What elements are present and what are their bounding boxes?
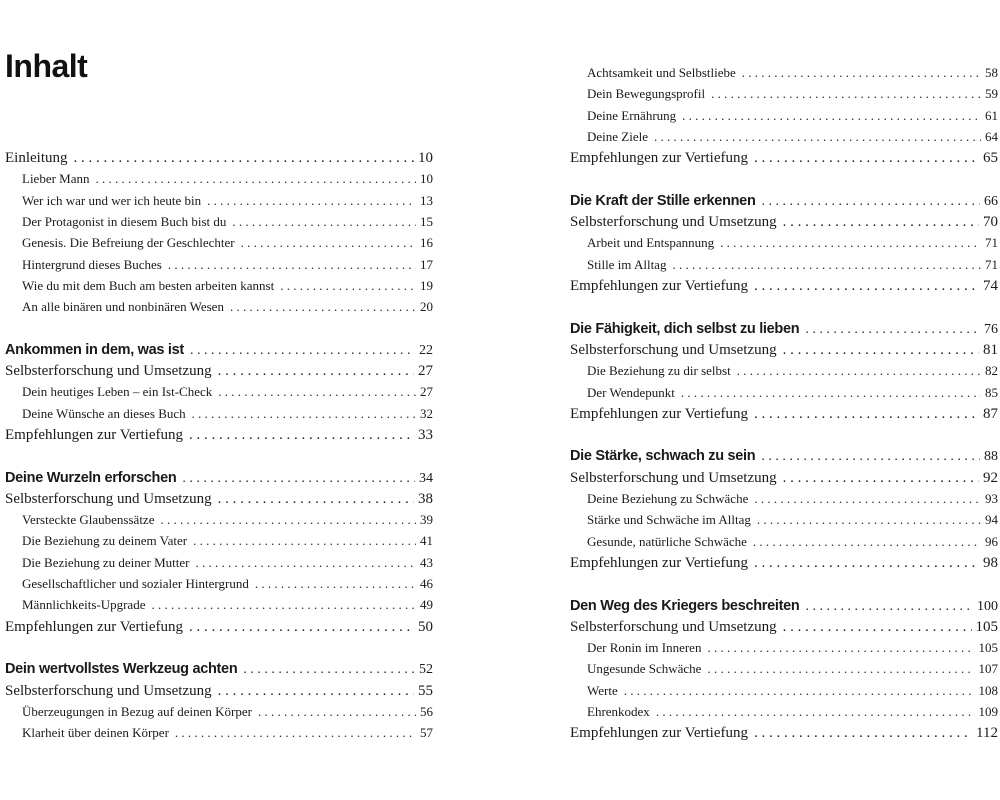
dot-leader: [243, 662, 415, 678]
toc-entry-page-number: 39: [420, 512, 433, 528]
toc-entry-page-number: 61: [985, 107, 998, 123]
dot-leader: [783, 470, 979, 487]
toc-entry-sub: [5, 512, 433, 532]
toc-entry-page-number: 43: [420, 554, 433, 570]
dot-leader: [805, 322, 980, 338]
toc-entry-page-number: 85: [985, 384, 998, 400]
dot-leader: [74, 150, 415, 167]
toc-entry-label: Selbsterforschung und Umsetzung: [5, 490, 212, 507]
toc-entry-page-number: 92: [983, 469, 998, 486]
toc-entry-sub: [5, 214, 433, 234]
toc-entry-label: Empfehlungen zur Vertiefung: [570, 150, 749, 167]
toc-entry-chapter: [570, 193, 998, 213]
toc-entry-section: [570, 470, 998, 490]
toc-entry-sub: [5, 597, 433, 617]
dot-leader: [196, 555, 417, 571]
dot-leader: [754, 725, 972, 742]
dot-leader: [193, 533, 416, 549]
dot-leader: [218, 363, 414, 380]
dot-leader: [757, 512, 981, 528]
toc-entry-page-number: 17: [420, 256, 433, 272]
toc-entry-label: Ungesunde Schwäche: [587, 661, 702, 677]
dot-leader: [754, 406, 979, 423]
toc-entry-label: Stärke und Schwäche im Alltag: [587, 512, 751, 528]
toc-entry-sub: [570, 640, 998, 660]
toc-entry-page-number: 64: [985, 128, 998, 144]
toc-entry-page-number: 33: [418, 426, 433, 443]
toc-entry-sub: [570, 108, 998, 128]
toc-entry-chapter: [5, 470, 433, 490]
toc-entry-label: Dein heutiges Leben – ein Ist-Check: [22, 384, 213, 400]
dot-leader: [682, 108, 981, 124]
toc-entry-sub: [570, 534, 998, 554]
toc-entry-page-number: 10: [420, 171, 433, 187]
dot-leader: [258, 704, 416, 720]
dot-leader: [207, 193, 416, 209]
toc-entry-label: Dein wertvollstes Werkzeug achten: [5, 661, 238, 678]
toc-entry-page-number: 74: [983, 278, 998, 294]
toc-entry-label: Der Wendepunkt: [587, 384, 675, 400]
toc-entry-sub: [570, 661, 998, 681]
dot-leader: [241, 235, 416, 251]
toc-entry-label: Selbsterforschung und Umsetzung: [570, 214, 777, 231]
toc-entry-sub: [570, 65, 998, 85]
toc-entry-label: Empfehlungen zur Vertiefung: [5, 618, 184, 635]
toc-entry-page-number: 76: [984, 321, 998, 337]
dot-leader: [218, 683, 414, 700]
toc-entry-label: Die Fähigkeit, dich selbst zu lieben: [570, 320, 800, 337]
toc-entry-page-number: 105: [978, 640, 998, 656]
toc-entry-label: Empfehlungen zur Vertiefung: [570, 725, 749, 742]
dot-leader: [720, 235, 981, 251]
toc-entry-label: Achtsamkeit und Selbstliebe: [587, 65, 736, 80]
toc-entry-label: Arbeit und Entspannung: [587, 235, 715, 251]
toc-entry-page-number: 57: [420, 725, 433, 741]
toc-entry-page-number: 38: [418, 490, 433, 507]
toc-entry-page-number: 52: [419, 662, 433, 678]
toc-entry-label: An alle binären und nonbinären Wesen: [22, 299, 224, 315]
toc-entry-label: Deine Ziele: [587, 128, 648, 144]
dot-leader: [96, 171, 416, 187]
dot-leader: [754, 555, 979, 572]
toc-entry-sub: [5, 704, 433, 724]
toc-entry-page-number: 19: [420, 277, 433, 293]
dot-leader: [218, 384, 416, 400]
toc-entry-sub: [5, 576, 433, 596]
toc-entry-page-number: 88: [984, 449, 998, 465]
toc-entry-label: Hintergrund dieses Buches: [22, 256, 162, 272]
toc-entry-section: [570, 342, 998, 362]
dot-leader: [151, 597, 416, 613]
toc-entry-sub: [570, 683, 998, 703]
dot-leader: [232, 214, 416, 230]
dot-leader: [761, 449, 980, 465]
toc-entry-label: Deine Wurzeln erforschen: [5, 469, 177, 486]
toc-entry-page-number: 27: [420, 384, 433, 400]
toc-entry-label: Wer ich war und wer ich heute bin: [22, 192, 202, 208]
dot-leader: [624, 683, 975, 699]
dot-leader: [783, 342, 979, 359]
toc-entry-page-number: 59: [985, 86, 998, 102]
toc-entry-label: Der Ronin im Inneren: [587, 640, 702, 656]
dot-leader: [742, 65, 981, 81]
toc-entry-page-number: 41: [420, 533, 433, 549]
toc-entry-page-number: 34: [419, 470, 433, 486]
toc-entry-label: Deine Wünsche an dieses Buch: [22, 405, 186, 421]
toc-entry-section: [5, 491, 433, 511]
dot-leader: [707, 661, 974, 677]
dot-leader: [218, 491, 414, 508]
toc-entry-label: Überzeugungen in Bezug auf deinen Körper: [22, 703, 252, 719]
toc-entry-label: Versteckte Glaubenssätze: [22, 512, 155, 528]
toc-entry-page-number: 27: [418, 363, 433, 379]
toc-entry-sub: [5, 193, 433, 213]
dot-leader: [681, 385, 981, 401]
toc-entry-page-number: 20: [420, 299, 433, 315]
dot-leader: [280, 278, 416, 294]
dot-leader: [190, 343, 415, 359]
toc-entry-page-number: 22: [419, 342, 433, 358]
toc-entry-page-number: 13: [420, 192, 433, 208]
toc-entry-sub: [5, 555, 433, 575]
toc-entry-label: Empfehlungen zur Vertiefung: [570, 554, 749, 571]
dot-leader: [762, 194, 981, 210]
toc-entry-section: [570, 555, 998, 575]
toc-entry-section: [5, 427, 433, 447]
dot-leader: [189, 619, 414, 636]
toc-entry-label: Die Beziehung zu dir selbst: [587, 363, 731, 379]
toc-entry-page-number: 55: [418, 682, 433, 699]
toc-entry-label: Deine Ernährung: [587, 107, 677, 123]
toc-entry-section: [570, 150, 998, 170]
toc-entry-chapter: [570, 321, 998, 341]
dot-leader: [230, 299, 416, 315]
toc-entry-section: [570, 278, 998, 298]
toc-entry-sub: [5, 257, 433, 277]
dot-leader: [168, 257, 416, 273]
toc-entry-sub: [5, 406, 433, 426]
dot-leader: [711, 86, 981, 102]
toc-entry-label: Die Kraft der Stille erkennen: [570, 192, 756, 209]
toc-entry-page-number: 94: [985, 512, 998, 528]
toc-entry-label: Gesunde, natürliche Schwäche: [587, 533, 747, 549]
toc-entry-page-number: 109: [978, 704, 998, 719]
dot-leader: [783, 619, 972, 636]
dot-leader: [737, 363, 981, 379]
toc-entry-page-number: 70: [983, 214, 998, 231]
toc-entry-page-number: 107: [978, 661, 998, 677]
toc-entry-page-number: 105: [975, 618, 998, 635]
toc-entry-sub: [570, 491, 998, 511]
dot-leader: [783, 214, 979, 231]
toc-entry-sub: [5, 384, 433, 404]
toc-entry-label: Stille im Alltag: [587, 256, 667, 272]
toc-entry-page-number: 10: [418, 150, 433, 166]
toc-entry-section: [5, 619, 433, 639]
toc-entry-sub: [570, 86, 998, 106]
dot-leader: [672, 257, 981, 273]
toc-entry-sub: [570, 363, 998, 383]
toc-entry-page-number: 65: [983, 150, 998, 167]
toc-entry-page-number: 50: [418, 618, 433, 635]
toc-entry-page-number: 32: [420, 405, 433, 421]
toc-entry-label: Den Weg des Kriegers beschreiten: [570, 597, 800, 614]
toc-entry-section: [570, 619, 998, 639]
toc-entry-page-number: 15: [420, 213, 433, 229]
toc-entry-chapter: [5, 661, 433, 681]
toc-entry-label: Die Stärke, schwach zu sein: [570, 448, 756, 465]
toc-entry-page-number: 93: [985, 491, 998, 506]
dot-leader: [805, 599, 973, 615]
toc-entry-sub: [570, 512, 998, 532]
toc-entry-label: Selbsterforschung und Umsetzung: [5, 363, 212, 379]
toc-entry-page-number: 46: [420, 576, 433, 591]
toc-entry-section: [5, 150, 433, 170]
toc-entry-page-number: 82: [985, 363, 998, 379]
toc-entry-sub: [5, 299, 433, 319]
toc-entry-label: Klarheit über deinen Körper: [22, 725, 169, 741]
toc-entry-page-number: 108: [978, 682, 998, 698]
toc-entry-section: [570, 725, 998, 745]
toc-entry-sub: [5, 278, 433, 298]
toc-entry-section: [570, 214, 998, 234]
dot-leader: [707, 640, 974, 656]
toc-entry-label: Ankommen in dem, was ist: [5, 341, 184, 358]
toc-entry-label: Empfehlungen zur Vertiefung: [570, 405, 749, 422]
toc-entry-label: Deine Beziehung zu Schwäche: [587, 491, 749, 506]
toc-entry-page-number: 49: [420, 597, 433, 613]
toc-entry-page-number: 58: [985, 65, 998, 80]
toc-entry-chapter: [5, 342, 433, 362]
dot-leader: [656, 704, 975, 720]
toc-entry-sub: [570, 704, 998, 724]
toc-entry-label: Selbsterforschung und Umsetzung: [570, 341, 777, 358]
toc-entry-label: Die Beziehung zu deinem Vater: [22, 533, 188, 549]
dot-leader: [754, 278, 979, 295]
dot-leader: [192, 406, 416, 422]
toc-entry-label: Empfehlungen zur Vertiefung: [570, 278, 749, 294]
toc-entry-page-number: 87: [983, 405, 998, 422]
toc-entry-page-number: 112: [976, 725, 998, 742]
dot-leader: [654, 129, 981, 145]
toc-entry-chapter: [570, 598, 998, 618]
toc-entry-sub: [5, 171, 433, 191]
toc-entry-label: Männlichkeits-Upgrade: [22, 597, 146, 613]
toc-entry-label: Werte: [587, 682, 618, 698]
toc-entry-section: [5, 683, 433, 703]
dot-leader: [754, 491, 981, 507]
toc-entry-page-number: 81: [983, 341, 998, 358]
toc-entry-label: Dein Bewegungsprofil: [587, 86, 706, 102]
toc-entry-page-number: 100: [977, 598, 998, 614]
toc-entry-label: Einleitung: [5, 150, 68, 166]
toc-entry-label: Der Protagonist in diesem Buch bist du: [22, 213, 227, 229]
dot-leader: [160, 512, 416, 528]
toc-entry-page-number: 71: [985, 235, 998, 251]
toc-entry-chapter: [570, 448, 998, 468]
dot-leader: [189, 427, 414, 444]
toc-entry-label: Gesellschaftlicher und sozialer Hintergrund: [22, 576, 249, 591]
toc-entry-label: Wie du mit dem Buch am besten arbeiten kannst: [22, 277, 275, 293]
toc-entry-label: Empfehlungen zur Vertiefung: [5, 426, 184, 443]
toc-entry-page-number: 96: [985, 533, 998, 549]
toc-entry-page-number: 71: [985, 256, 998, 272]
toc-entry-sub: [570, 129, 998, 149]
toc-entry-label: Die Beziehung zu deiner Mutter: [22, 554, 190, 570]
page-title: Inhalt: [5, 48, 88, 84]
dot-leader: [754, 150, 979, 167]
dot-leader: [255, 576, 416, 592]
toc-entry-page-number: 16: [420, 235, 433, 251]
toc-entry-page-number: 66: [984, 193, 998, 209]
toc-entry-sub: [5, 725, 433, 745]
toc-entry-page-number: 98: [983, 554, 998, 571]
toc-entry-label: Selbsterforschung und Umsetzung: [570, 469, 777, 486]
toc-entry-section: [570, 406, 998, 426]
dot-leader: [753, 534, 981, 550]
toc-entry-sub: [5, 235, 433, 255]
toc-entry-page-number: 56: [420, 703, 433, 719]
toc-entry-sub: [5, 533, 433, 553]
toc-entry-label: Genesis. Die Befreiung der Geschlechter: [22, 235, 235, 251]
toc-entry-label: Selbsterforschung und Umsetzung: [570, 618, 777, 635]
toc-entry-sub: [570, 385, 998, 405]
toc-entry-label: Lieber Mann: [22, 171, 90, 187]
dot-leader: [175, 725, 416, 741]
toc-entry-label: Selbsterforschung und Umsetzung: [5, 682, 212, 699]
dot-leader: [182, 471, 415, 487]
toc-entry-sub: [570, 235, 998, 255]
toc-entry-section: [5, 363, 433, 383]
toc-entry-label: Ehrenkodex: [587, 704, 650, 719]
toc-entry-sub: [570, 257, 998, 277]
